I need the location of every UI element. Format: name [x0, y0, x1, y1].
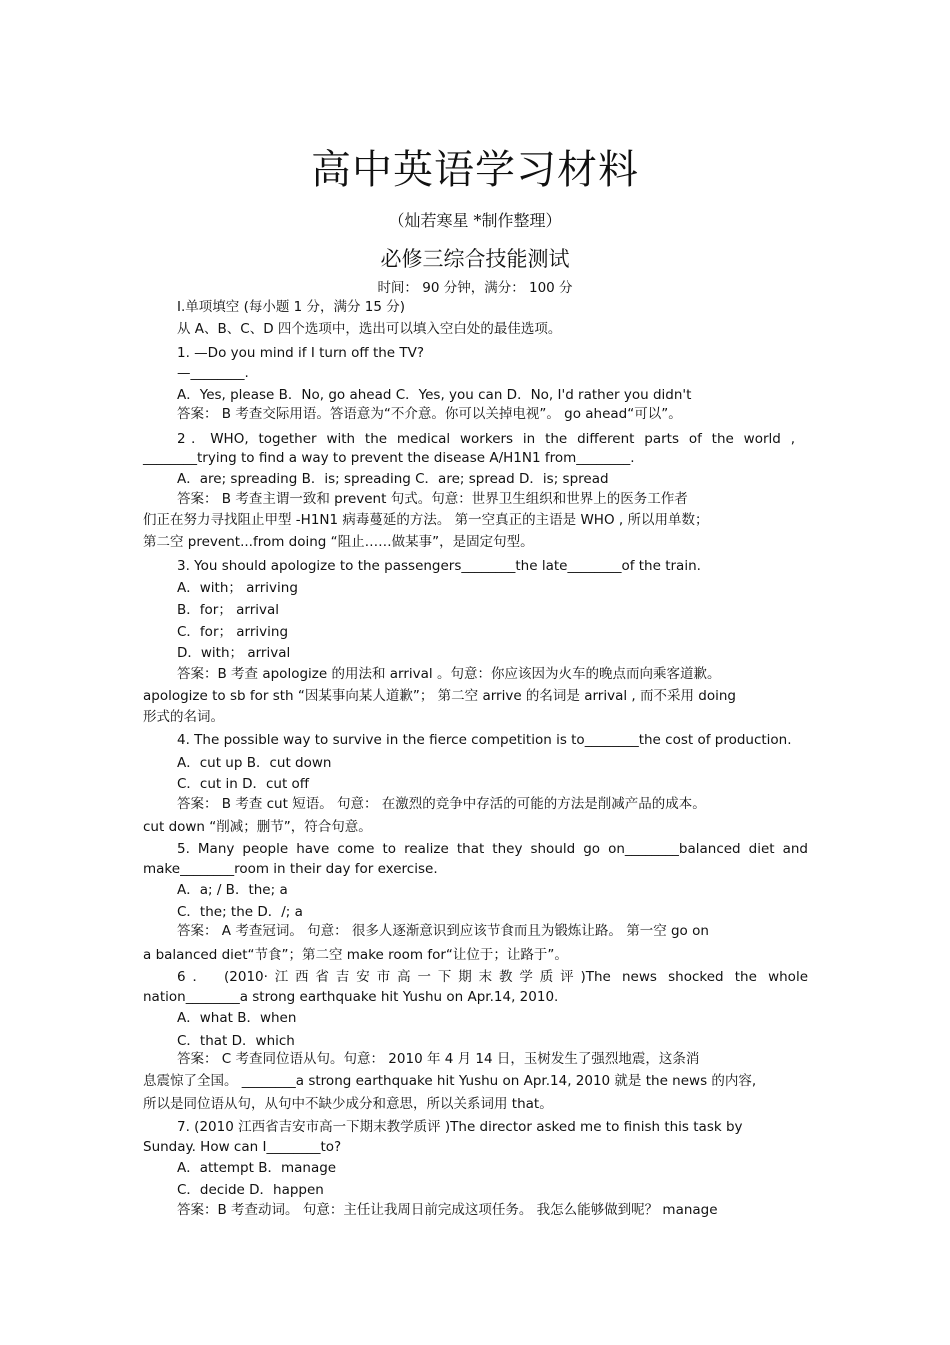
- option-line: C．for； arriving: [177, 624, 289, 640]
- option-line: B．for； arrival: [177, 602, 280, 618]
- option-line: D．with； arrival: [177, 645, 291, 661]
- question-line: 5. Many people have come to realize that they should go on________balanced diet and: [177, 841, 808, 857]
- answer-line: 答案： C 考查同位语从句。句意： 2010 年 4 月 14 日，玉树发生了强烈地震，这条消: [177, 1051, 700, 1067]
- question-line: 7. (2010 江西省吉安市高一下期末教学质评 )The director asked me to finish this task by: [177, 1119, 743, 1135]
- question-line: nation________a strong earthquake hit Yushu on Apr.14, 2010.: [143, 989, 559, 1005]
- answer-line: 答案： B 考查交际用语。答语意为“不介意。你可以关掉电视”。 go ahead“可以”。: [177, 406, 682, 422]
- question-line: —________.: [177, 365, 249, 381]
- answer-line: 们正在努力寻找阻止甲型 -H1N1 病毒蔓延的方法。 第一空真正的主语是 WHO , 所以用单数；: [143, 512, 709, 528]
- answer-line: 答案： B 考查主谓一致和 prevent 句式。句意：世界卫生组织和世界上的医务工作者: [177, 491, 688, 507]
- time-info: 时间： 90 分钟，满分： 100 分: [377, 280, 573, 296]
- page-title: 高中英语学习材料: [311, 147, 639, 193]
- option-line: C．cut in D．cut off: [177, 776, 310, 792]
- option-line: A．Yes, please B．No, go ahead C．Yes, you can D．No, I'd rather you didn't: [177, 387, 692, 403]
- question-line: ________trying to find a way to prevent the disease A/H1N1 from________.: [143, 450, 635, 466]
- answer-line: 第二空 prevent...from doing “阻止……做某事”，是固定句型。: [143, 534, 534, 550]
- answer-line: 答案： A 考查冠词。 句意： 很多人逐渐意识到应该节食而且为锻炼让路。 第一空 go on: [177, 923, 709, 939]
- answer-line: a balanced diet“节食”；第二空 make room for“让位于；让路于”。: [143, 947, 568, 963]
- option-line: A．attempt B．manage: [177, 1160, 337, 1176]
- answer-line: 所以是同位语从句，从句中不缺少成分和意思，所以关系词用 that。: [143, 1096, 553, 1112]
- test-subtitle: 必修三综合技能测试: [380, 247, 570, 271]
- option-line: C．decide D．happen: [177, 1182, 324, 1198]
- option-line: A．a; / B．the; a: [177, 882, 288, 898]
- section-instruction: 从 A、B、C、D 四个选项中，选出可以填入空白处的最佳选项。: [177, 321, 562, 337]
- option-line: C．the; the D．/; a: [177, 904, 303, 920]
- section-heading: Ⅰ.单项填空 (每小题 1 分，满分 15 分): [177, 299, 406, 315]
- question-line: 3. You should apologize to the passengers________the late________of the train.: [177, 558, 701, 574]
- credit-line: （灿若寒星 *制作整理）: [388, 211, 562, 230]
- answer-line: 答案： B 考查 cut 短语。 句意： 在激烈的竞争中存活的可能的方法是削减产品的成本。: [177, 796, 706, 812]
- answer-line: 答案：B 考查动词。 句意：主任让我周日前完成这项任务。 我怎么能够做到呢？ manage: [177, 1202, 718, 1218]
- answer-line: apologize to sb for sth “因某事向某人道歉”； 第二空 arrive 的名词是 arrival , 而不采用 doing: [143, 688, 736, 704]
- question-line: 6． (2010·江西省吉安市高一下期末教学质评)The news shocked the whole: [177, 969, 808, 985]
- answer-line: 息震惊了全国。 ________a strong earthquake hit Yushu on Apr.14, 2010 就是 the news 的内容,: [143, 1073, 757, 1089]
- option-line: C．that D．which: [177, 1033, 295, 1049]
- option-line: A．cut up B．cut down: [177, 755, 332, 771]
- answer-line: 形式的名词。: [143, 709, 224, 725]
- answer-line: 答案：B 考查 apologize 的用法和 arrival 。句意：你应该因为火车的晚点而向乘客道歉。: [177, 666, 721, 682]
- question-line: Sunday. How can I________to?: [143, 1139, 342, 1155]
- answer-line: cut down “削减；删节”，符合句意。: [143, 819, 372, 835]
- question-line: make________room in their day for exercise.: [143, 861, 438, 877]
- question-line: 1. —Do you mind if I turn off the TV?: [177, 345, 425, 361]
- option-line: A．with； arriving: [177, 580, 298, 596]
- option-line: A．what B．when: [177, 1010, 297, 1026]
- question-line: 2．WHO, together with the medical workers in the different parts of the world ,: [177, 431, 795, 447]
- option-line: A．are; spreading B．is; spreading C．are; spread D．is; spread: [177, 471, 609, 487]
- question-line: 4. The possible way to survive in the fierce competition is to________the cost of production.: [177, 732, 792, 748]
